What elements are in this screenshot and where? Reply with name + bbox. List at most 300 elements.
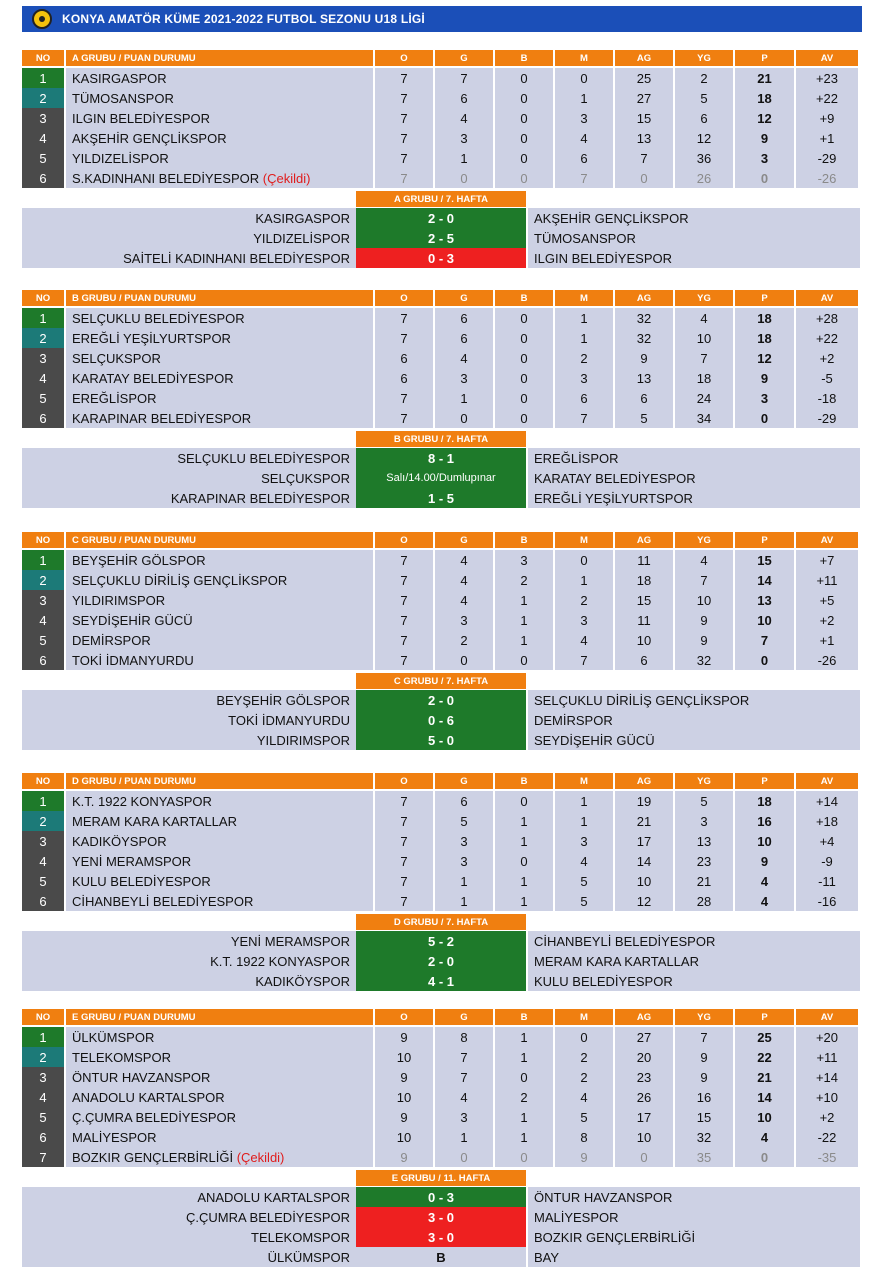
col-m-header: M — [555, 532, 615, 548]
won-cell: 0 — [435, 1147, 495, 1167]
points-cell: 7 — [735, 630, 796, 650]
rank-cell: 5 — [22, 871, 66, 891]
drawn-cell: 0 — [495, 128, 555, 148]
goal-diff-cell: +14 — [796, 1067, 858, 1087]
team-name-cell — [66, 88, 375, 108]
goal-diff-cell: -18 — [796, 388, 858, 408]
col-no-header: NO — [22, 290, 66, 306]
col-av-header: AV — [796, 532, 858, 548]
won-cell: 3 — [435, 851, 495, 871]
team-name: EREĞLİ YEŞİLYURTSPOR — [72, 330, 231, 346]
match-row — [22, 951, 862, 971]
lost-cell: 0 — [555, 550, 615, 570]
points-cell: 18 — [735, 88, 796, 108]
match-score: 3 - 0 — [356, 1227, 526, 1247]
won-cell: 1 — [435, 891, 495, 911]
team-name: YILDIZELİSPOR — [72, 150, 169, 166]
drawn-cell: 1 — [495, 871, 555, 891]
match-score: 2 - 5 — [356, 228, 526, 248]
match-row — [22, 1247, 862, 1267]
goals-against-cell: 4 — [675, 308, 735, 328]
group-standings-title: E GRUBU / PUAN DURUMU — [66, 1009, 375, 1025]
col-p-header: P — [735, 1009, 796, 1025]
played-cell: 7 — [375, 408, 435, 428]
lost-cell: 1 — [555, 328, 615, 348]
points-cell: 12 — [735, 348, 796, 368]
won-cell: 1 — [435, 1127, 495, 1147]
lost-cell: 5 — [555, 1107, 615, 1127]
drawn-cell: 0 — [495, 650, 555, 670]
table-row — [22, 128, 862, 148]
standings-header-row — [22, 50, 862, 66]
goal-diff-cell: -16 — [796, 891, 858, 911]
drawn-cell: 1 — [495, 610, 555, 630]
home-team: SAİTELİ KADINHANI BELEDİYESPOR — [22, 248, 356, 268]
lost-cell: 3 — [555, 108, 615, 128]
table-row — [22, 308, 862, 328]
match-row — [22, 931, 862, 951]
points-cell: 10 — [735, 610, 796, 630]
goals-for-cell: 9 — [615, 348, 675, 368]
played-cell: 7 — [375, 328, 435, 348]
goal-diff-cell: +10 — [796, 1087, 858, 1107]
goal-diff-cell: +9 — [796, 108, 858, 128]
away-team: KULU BELEDİYESPOR — [528, 971, 860, 991]
away-team: SELÇUKLU DİRİLİŞ GENÇLİKSPOR — [528, 690, 860, 710]
team-name-cell — [66, 1067, 375, 1087]
rank-cell: 4 — [22, 610, 66, 630]
goals-against-cell: 32 — [675, 1127, 735, 1147]
goal-diff-cell: -22 — [796, 1127, 858, 1147]
points-cell: 4 — [735, 891, 796, 911]
played-cell: 7 — [375, 791, 435, 811]
drawn-cell: 1 — [495, 891, 555, 911]
goal-diff-cell: +11 — [796, 1047, 858, 1067]
drawn-cell: 0 — [495, 408, 555, 428]
standings-table — [22, 50, 862, 188]
won-cell: 3 — [435, 368, 495, 388]
table-row — [22, 408, 862, 428]
match-row — [22, 228, 862, 248]
lost-cell: 0 — [555, 1027, 615, 1047]
team-name-cell — [66, 368, 375, 388]
table-row — [22, 328, 862, 348]
played-cell: 7 — [375, 388, 435, 408]
home-team: TELEKOMSPOR — [22, 1227, 356, 1247]
goals-against-cell: 36 — [675, 148, 735, 168]
col-g-header: G — [435, 50, 495, 66]
goal-diff-cell: -26 — [796, 168, 858, 188]
played-cell: 9 — [375, 1027, 435, 1047]
points-cell: 10 — [735, 831, 796, 851]
away-team: AKŞEHİR GENÇLİKSPOR — [528, 208, 860, 228]
team-name-cell — [66, 128, 375, 148]
table-row — [22, 388, 862, 408]
drawn-cell: 0 — [495, 68, 555, 88]
points-cell: 18 — [735, 328, 796, 348]
played-cell: 7 — [375, 128, 435, 148]
goal-diff-cell: -5 — [796, 368, 858, 388]
points-cell: 3 — [735, 388, 796, 408]
team-name-cell — [66, 891, 375, 911]
goals-against-cell: 9 — [675, 610, 735, 630]
team-name: SELÇUKLU BELEDİYESPOR — [72, 310, 245, 326]
goals-against-cell: 7 — [675, 570, 735, 590]
points-cell: 0 — [735, 168, 796, 188]
lost-cell: 7 — [555, 168, 615, 188]
team-name: ANADOLU KARTALSPOR — [72, 1089, 225, 1105]
table-row — [22, 630, 862, 650]
won-cell: 1 — [435, 871, 495, 891]
col-m-header: M — [555, 50, 615, 66]
goal-diff-cell: +14 — [796, 791, 858, 811]
week-header: A GRUBU / 7. HAFTA — [356, 191, 526, 207]
drawn-cell: 0 — [495, 368, 555, 388]
points-cell: 4 — [735, 1127, 796, 1147]
goals-against-cell: 32 — [675, 650, 735, 670]
col-yg-header: YG — [675, 532, 735, 548]
played-cell: 10 — [375, 1047, 435, 1067]
goals-for-cell: 27 — [615, 88, 675, 108]
drawn-cell: 2 — [495, 1087, 555, 1107]
goal-diff-cell: +11 — [796, 570, 858, 590]
standings-table — [22, 773, 862, 911]
team-name-cell — [66, 550, 375, 570]
standings-header-row — [22, 1009, 862, 1025]
goal-diff-cell: +1 — [796, 128, 858, 148]
standings-table — [22, 1009, 862, 1167]
goal-diff-cell: -9 — [796, 851, 858, 871]
team-name-cell — [66, 1107, 375, 1127]
points-cell: 0 — [735, 408, 796, 428]
col-m-header: M — [555, 290, 615, 306]
col-no-header: NO — [22, 532, 66, 548]
match-score: 8 - 1 — [356, 448, 526, 468]
won-cell: 5 — [435, 811, 495, 831]
goals-against-cell: 2 — [675, 68, 735, 88]
col-av-header: AV — [796, 773, 858, 789]
rank-cell: 4 — [22, 851, 66, 871]
team-name-cell — [66, 348, 375, 368]
rank-cell: 3 — [22, 831, 66, 851]
standings-table — [22, 532, 862, 670]
goals-for-cell: 10 — [615, 630, 675, 650]
match-score: B — [356, 1247, 526, 1267]
goals-against-cell: 3 — [675, 811, 735, 831]
team-name: KADIKÖYSPOR — [72, 833, 167, 849]
drawn-cell: 0 — [495, 791, 555, 811]
drawn-cell: 0 — [495, 168, 555, 188]
col-ag-header: AG — [615, 290, 675, 306]
table-row — [22, 871, 862, 891]
played-cell: 7 — [375, 168, 435, 188]
team-name-cell — [66, 1147, 375, 1167]
col-yg-header: YG — [675, 290, 735, 306]
team-name-cell — [66, 168, 375, 188]
rank-cell: 2 — [22, 811, 66, 831]
match-score: Salı/14.00/Dumlupınar — [356, 468, 526, 488]
away-team: MERAM KARA KARTALLAR — [528, 951, 860, 971]
lost-cell: 2 — [555, 590, 615, 610]
table-row — [22, 68, 862, 88]
rank-cell: 6 — [22, 168, 66, 188]
team-name: ÖNTUR HAVZANSPOR — [72, 1069, 211, 1085]
played-cell: 7 — [375, 88, 435, 108]
table-row — [22, 148, 862, 168]
won-cell: 3 — [435, 610, 495, 630]
team-name-cell — [66, 630, 375, 650]
played-cell: 7 — [375, 891, 435, 911]
rank-cell: 5 — [22, 1107, 66, 1127]
lost-cell: 4 — [555, 1087, 615, 1107]
played-cell: 7 — [375, 851, 435, 871]
played-cell: 7 — [375, 148, 435, 168]
goals-against-cell: 9 — [675, 1067, 735, 1087]
points-cell: 16 — [735, 811, 796, 831]
points-cell: 13 — [735, 590, 796, 610]
rank-cell: 3 — [22, 590, 66, 610]
goals-for-cell: 13 — [615, 368, 675, 388]
goals-against-cell: 5 — [675, 791, 735, 811]
match-row — [22, 730, 862, 750]
col-m-header: M — [555, 773, 615, 789]
match-score: 4 - 1 — [356, 971, 526, 991]
points-cell: 14 — [735, 1087, 796, 1107]
week-header: B GRUBU / 7. HAFTA — [356, 431, 526, 447]
won-cell: 7 — [435, 1047, 495, 1067]
rank-cell: 2 — [22, 328, 66, 348]
col-o-header: O — [375, 532, 435, 548]
away-team: DEMİRSPOR — [528, 710, 860, 730]
home-team: K.T. 1922 KONYASPOR — [22, 951, 356, 971]
team-name-cell — [66, 308, 375, 328]
goals-for-cell: 0 — [615, 168, 675, 188]
lost-cell: 6 — [555, 388, 615, 408]
lost-cell: 3 — [555, 831, 615, 851]
rank-cell: 7 — [22, 1147, 66, 1167]
col-av-header: AV — [796, 50, 858, 66]
col-p-header: P — [735, 50, 796, 66]
goals-for-cell: 25 — [615, 68, 675, 88]
team-name: DEMİRSPOR — [72, 632, 151, 648]
team-name: KULU BELEDİYESPOR — [72, 873, 211, 889]
team-name: K.T. 1922 KONYASPOR — [72, 793, 212, 809]
rank-cell: 5 — [22, 388, 66, 408]
col-b-header: B — [495, 1009, 555, 1025]
team-name-cell — [66, 650, 375, 670]
goal-diff-cell: +7 — [796, 550, 858, 570]
home-team: SELÇUKSPOR — [22, 468, 356, 488]
team-name-cell — [66, 791, 375, 811]
won-cell: 4 — [435, 590, 495, 610]
col-ag-header: AG — [615, 532, 675, 548]
match-row — [22, 1207, 862, 1227]
goal-diff-cell: +20 — [796, 1027, 858, 1047]
played-cell: 7 — [375, 68, 435, 88]
goals-against-cell: 12 — [675, 128, 735, 148]
rank-cell: 4 — [22, 1087, 66, 1107]
team-name: EREĞLİSPOR — [72, 390, 157, 406]
table-row — [22, 88, 862, 108]
team-name: YILDIRIMSPOR — [72, 592, 166, 608]
goals-for-cell: 26 — [615, 1087, 675, 1107]
goals-against-cell: 9 — [675, 1047, 735, 1067]
drawn-cell: 1 — [495, 831, 555, 851]
won-cell: 4 — [435, 550, 495, 570]
away-team: MALİYESPOR — [528, 1207, 860, 1227]
away-team: ILGIN BELEDİYESPOR — [528, 248, 860, 268]
won-cell: 4 — [435, 108, 495, 128]
goal-diff-cell: +22 — [796, 328, 858, 348]
goals-against-cell: 7 — [675, 1027, 735, 1047]
goals-for-cell: 17 — [615, 1107, 675, 1127]
match-score: 2 - 0 — [356, 690, 526, 710]
played-cell: 6 — [375, 368, 435, 388]
won-cell: 4 — [435, 1087, 495, 1107]
rank-cell: 1 — [22, 308, 66, 328]
goals-for-cell: 0 — [615, 1147, 675, 1167]
drawn-cell: 1 — [495, 1047, 555, 1067]
goals-against-cell: 34 — [675, 408, 735, 428]
goals-for-cell: 17 — [615, 831, 675, 851]
played-cell: 10 — [375, 1087, 435, 1107]
match-row — [22, 248, 862, 268]
team-name: TÜMOSANSPOR — [72, 90, 174, 106]
team-name-cell — [66, 1047, 375, 1067]
away-team: TÜMOSANSPOR — [528, 228, 860, 248]
points-cell: 18 — [735, 308, 796, 328]
team-name: ÜLKÜMSPOR — [72, 1029, 155, 1045]
played-cell: 7 — [375, 831, 435, 851]
rank-cell: 6 — [22, 891, 66, 911]
col-o-header: O — [375, 50, 435, 66]
group-standings-title: A GRUBU / PUAN DURUMU — [66, 50, 375, 66]
rank-cell: 3 — [22, 108, 66, 128]
drawn-cell: 0 — [495, 328, 555, 348]
drawn-cell: 0 — [495, 388, 555, 408]
points-cell: 3 — [735, 148, 796, 168]
withdrawn-label: (Çekildi) — [262, 170, 311, 186]
match-score: 2 - 0 — [356, 208, 526, 228]
col-b-header: B — [495, 773, 555, 789]
won-cell: 7 — [435, 1067, 495, 1087]
col-p-header: P — [735, 290, 796, 306]
played-cell: 7 — [375, 610, 435, 630]
team-name: TELEKOMSPOR — [72, 1049, 171, 1065]
played-cell: 10 — [375, 1127, 435, 1147]
drawn-cell: 1 — [495, 630, 555, 650]
goals-for-cell: 21 — [615, 811, 675, 831]
goal-diff-cell: +28 — [796, 308, 858, 328]
team-name-cell — [66, 1127, 375, 1147]
home-team: Ç.ÇUMRA BELEDİYESPOR — [22, 1207, 356, 1227]
played-cell: 7 — [375, 650, 435, 670]
away-team: KARATAY BELEDİYESPOR — [528, 468, 860, 488]
match-row — [22, 448, 862, 468]
home-team: YILDIRIMSPOR — [22, 730, 356, 750]
drawn-cell: 1 — [495, 811, 555, 831]
match-score: 3 - 0 — [356, 1207, 526, 1227]
col-g-header: G — [435, 290, 495, 306]
goals-against-cell: 18 — [675, 368, 735, 388]
team-name-cell — [66, 871, 375, 891]
home-team: KASIRGASPOR — [22, 208, 356, 228]
team-name: YENİ MERAMSPOR — [72, 853, 192, 869]
table-row — [22, 811, 862, 831]
team-name: BEYŞEHİR GÖLSPOR — [72, 552, 206, 568]
team-name-cell — [66, 148, 375, 168]
points-cell: 15 — [735, 550, 796, 570]
goal-diff-cell: +22 — [796, 88, 858, 108]
table-row — [22, 1047, 862, 1067]
lost-cell: 0 — [555, 68, 615, 88]
played-cell: 9 — [375, 1107, 435, 1127]
points-cell: 0 — [735, 1147, 796, 1167]
drawn-cell: 0 — [495, 88, 555, 108]
lost-cell: 3 — [555, 610, 615, 630]
standings-table — [22, 290, 862, 428]
table-row — [22, 108, 862, 128]
won-cell: 0 — [435, 408, 495, 428]
drawn-cell: 2 — [495, 570, 555, 590]
fixtures-table — [22, 448, 862, 508]
goals-against-cell: 4 — [675, 550, 735, 570]
goals-for-cell: 11 — [615, 610, 675, 630]
group-standings-title: B GRUBU / PUAN DURUMU — [66, 290, 375, 306]
goals-against-cell: 28 — [675, 891, 735, 911]
won-cell: 3 — [435, 1107, 495, 1127]
rank-cell: 2 — [22, 570, 66, 590]
team-name-cell — [66, 1087, 375, 1107]
played-cell: 7 — [375, 871, 435, 891]
table-row — [22, 1067, 862, 1087]
team-name-cell — [66, 610, 375, 630]
team-name-cell — [66, 328, 375, 348]
col-ag-header: AG — [615, 773, 675, 789]
lost-cell: 1 — [555, 570, 615, 590]
lost-cell: 1 — [555, 88, 615, 108]
drawn-cell: 1 — [495, 1127, 555, 1147]
lost-cell: 2 — [555, 1067, 615, 1087]
col-b-header: B — [495, 290, 555, 306]
col-o-header: O — [375, 290, 435, 306]
col-ag-header: AG — [615, 1009, 675, 1025]
match-score: 0 - 3 — [356, 248, 526, 268]
played-cell: 9 — [375, 1067, 435, 1087]
table-row — [22, 550, 862, 570]
home-team: YENİ MERAMSPOR — [22, 931, 356, 951]
standings-header-row — [22, 532, 862, 548]
rank-cell: 3 — [22, 348, 66, 368]
home-team: YILDIZELİSPOR — [22, 228, 356, 248]
home-team: SELÇUKLU BELEDİYESPOR — [22, 448, 356, 468]
goals-against-cell: 21 — [675, 871, 735, 891]
match-row — [22, 488, 862, 508]
goal-diff-cell: -11 — [796, 871, 858, 891]
won-cell: 0 — [435, 168, 495, 188]
col-no-header: NO — [22, 50, 66, 66]
team-name: KARAPINAR BELEDİYESPOR — [72, 410, 252, 426]
played-cell: 7 — [375, 630, 435, 650]
won-cell: 1 — [435, 388, 495, 408]
col-ag-header: AG — [615, 50, 675, 66]
won-cell: 6 — [435, 328, 495, 348]
week-header: E GRUBU / 11. HAFTA — [356, 1170, 526, 1186]
home-team: BEYŞEHİR GÖLSPOR — [22, 690, 356, 710]
drawn-cell: 3 — [495, 550, 555, 570]
played-cell: 7 — [375, 811, 435, 831]
goals-for-cell: 6 — [615, 650, 675, 670]
